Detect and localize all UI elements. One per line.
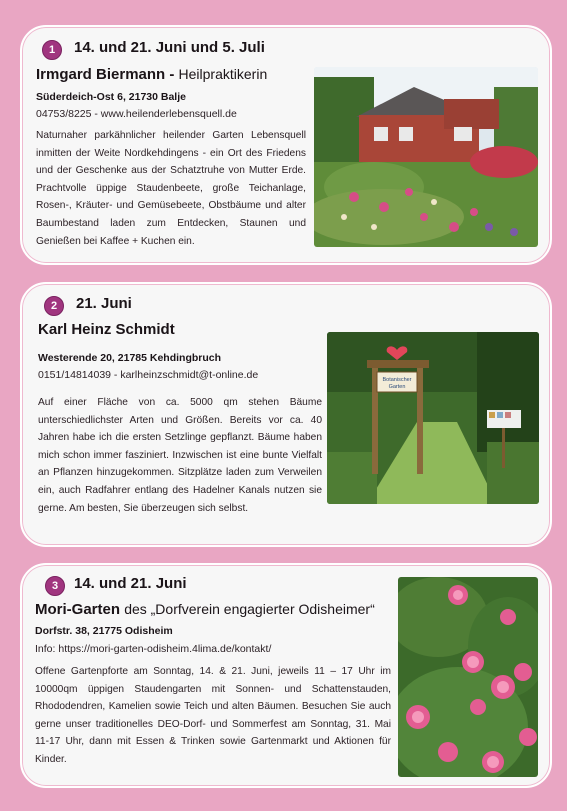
entry-date: 14. und 21. Juni und 5. Juli [74,39,265,56]
entry-address: Süderdeich-Ost 6, 21730 Balje [36,91,186,103]
entry-number-badge: 2 [44,296,64,316]
entry-description: Naturnaher parkähnlicher heilender Garten Lebensquell inmitten der Weite Nordkehdingens - ein Ort des Friedens und der Geschenke aus der Schatztruhe von Mutter Erde. Prachtvolle üppige Staudenbeete, große Teichanlage, Rosen-, Kräuter- und Gemüsebeete, Obstbäume und alter Baumbestand laden zum Entdecken, Staunen und Genießen bei Kaffee + Kuchen ein. [36,130,306,247]
entry-contact: 0151/14814039 - karlheinzschmidt@t-online.de [38,369,259,381]
entry-name-suffix: des „Dorfverein engagierter Odisheimer“ [124,601,375,617]
garden-photo-sign [327,332,539,504]
entry-name [36,66,267,83]
entry-name [35,601,375,618]
entry-name-suffix: Heilpraktikerin [178,66,268,82]
sign-text-line1: Botanischer [382,377,412,383]
entry-address: Dorfstr. 38, 21775 Odisheim [35,625,173,637]
entry-number-badge: 1 [42,40,62,60]
entry-date: 14. und 21. Juni [74,575,187,592]
garden-card-3 [20,563,552,788]
entry-contact: 04753/8225 - www.heilenderlebensquell.de [36,108,237,120]
entry-contact: Info: https://mori-garten-odisheim.4lima.de/kontakt/ [35,643,272,655]
garden-card-2 [20,282,552,547]
garden-photo-house [314,67,538,247]
entry-address: Westerende 20, 21785 Kehdingbruch [38,352,222,364]
entry-name-main: Karl Heinz Schmidt [38,321,175,338]
garden-card-1 [20,25,552,265]
entry-name-main: Mori-Garten [35,601,125,618]
garden-photo-roses [398,577,538,777]
entry-description: Offene Gartenpforte am Sonntag, 14. & 21. Juni, jeweils 11 – 17 Uhr im 10000qm üppigen Staudengarten mit Sonnen- und Schattenstauden, Rhododendren, Kamelien sowie Teich und alten Bäumen. Besuchen Sie auch gerne unser traditionelles DEO-Dorf- und Sommerfest am Sonntag, 31. Mai 11-17 Uhr, dann mit Essen & Trinken sowie Gartenmarkt und Aktionen für Kinder. [35,666,391,765]
entry-date: 21. Juni [76,295,132,312]
entry-name-main: Irmgard Biermann - [36,66,179,83]
entry-description: Auf einer Fläche von ca. 5000 qm stehen Bäume unterschiedlichster Arten und Größen. Bereits vor ca. 40 Jahren habe ich die ersten Setzlinge gepflanzt. Bäume haben mich schon immer fasziniert. Inzwischen ist eine bunte Vielfalt an Pflanzen hinzugekommen. Sitzplätze laden zum Verweilen ein, auch Radfahrer entlang des Hadelner Kanals nutzen sie gerne. Am besten, Sie überzeugen sich selbst. [38,397,322,514]
sign-text-line2: Garten [388,384,406,390]
entry-name [38,321,175,338]
entry-number-badge: 3 [45,576,65,596]
